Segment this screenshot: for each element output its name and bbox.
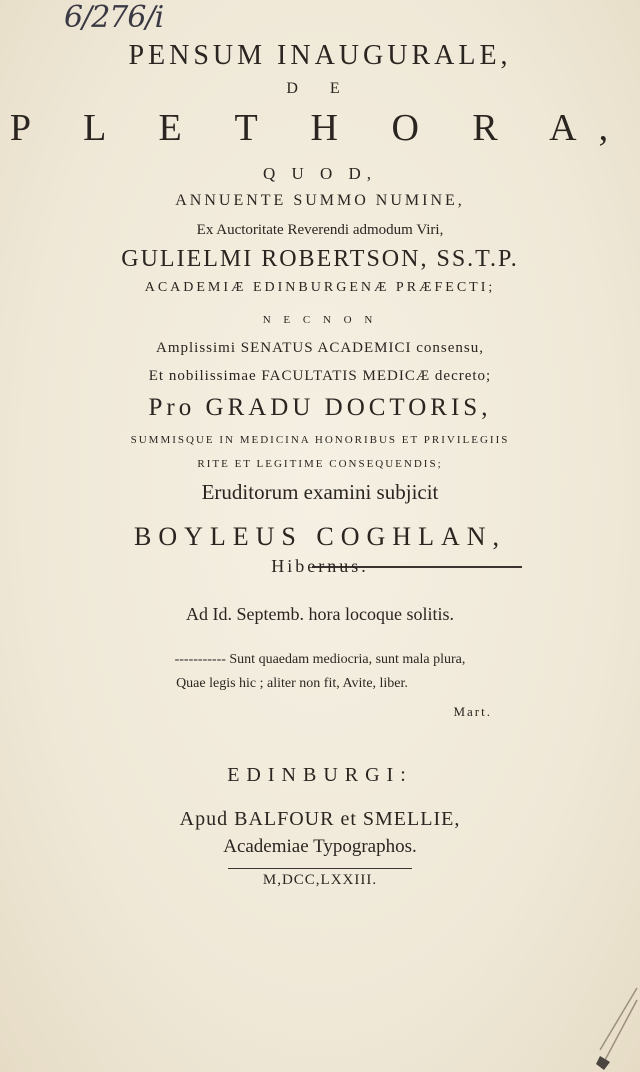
gulielmi-line: GULIELMI ROBERTSON, SS.T.P. bbox=[121, 246, 519, 272]
imprint-rule bbox=[228, 868, 412, 869]
quod-line: Q U O D, bbox=[262, 164, 378, 183]
handwritten-shelfmark: 6/276/i bbox=[64, 0, 164, 35]
auctoritate-line: Ex Auctoritate Reverendi admodum Viri, bbox=[196, 222, 444, 238]
necnon-line: N E C N O N bbox=[262, 314, 378, 326]
title-pensum: PENSUM INAUGURALE, bbox=[128, 40, 512, 71]
academiae-line: ACADEMIÆ EDINBURGENÆ PRÆFECTI; bbox=[144, 280, 496, 295]
title-plethora: P L E T H O R A, bbox=[9, 107, 631, 149]
date-line: Ad Id. Septemb. hora locoque solitis. bbox=[186, 604, 454, 624]
title-de: D E bbox=[286, 80, 354, 97]
summisque-line: SUMMISQUE IN MEDICINA HONORIBUS ET PRIVILEGIIS bbox=[130, 434, 510, 446]
senatus-line: Amplissimi SENATUS ACADEMICI consensu, bbox=[155, 340, 485, 356]
rite-line: RITE ET LEGITIME CONSEQUENDIS; bbox=[197, 458, 443, 470]
epigraph-attribution: Mart. bbox=[453, 704, 492, 719]
pencil-mark-icon bbox=[592, 980, 640, 1070]
epigraph-line-1: ----------- Sunt quaedam mediocria, sunt mala plura, bbox=[174, 652, 466, 667]
imprint-city: EDINBURGI: bbox=[227, 764, 413, 786]
epigraph-line-2: Quae legis hic ; aliter non fit, Avite, liber. bbox=[176, 676, 408, 691]
imprint-year: M,DCC,LXXIII. bbox=[262, 872, 378, 888]
pro-gradu-line: Pro GRADU DOCTORIS, bbox=[148, 394, 492, 421]
author-name: BOYLEUS COGHLAN, bbox=[134, 522, 506, 551]
nationality-line: Hibernus. bbox=[271, 556, 369, 576]
facultatis-line: Et nobilissimae FACULTATIS MEDICÆ decreto; bbox=[148, 368, 492, 384]
imprint-printer: Apud BALFOUR et SMELLIE, bbox=[179, 808, 461, 830]
annuente-line: ANNUENTE SUMMO NUMINE, bbox=[175, 192, 465, 209]
eruditorum-line: Eruditorum examini subjicit bbox=[201, 480, 439, 504]
imprint-role: Academiae Typographos. bbox=[223, 836, 417, 857]
